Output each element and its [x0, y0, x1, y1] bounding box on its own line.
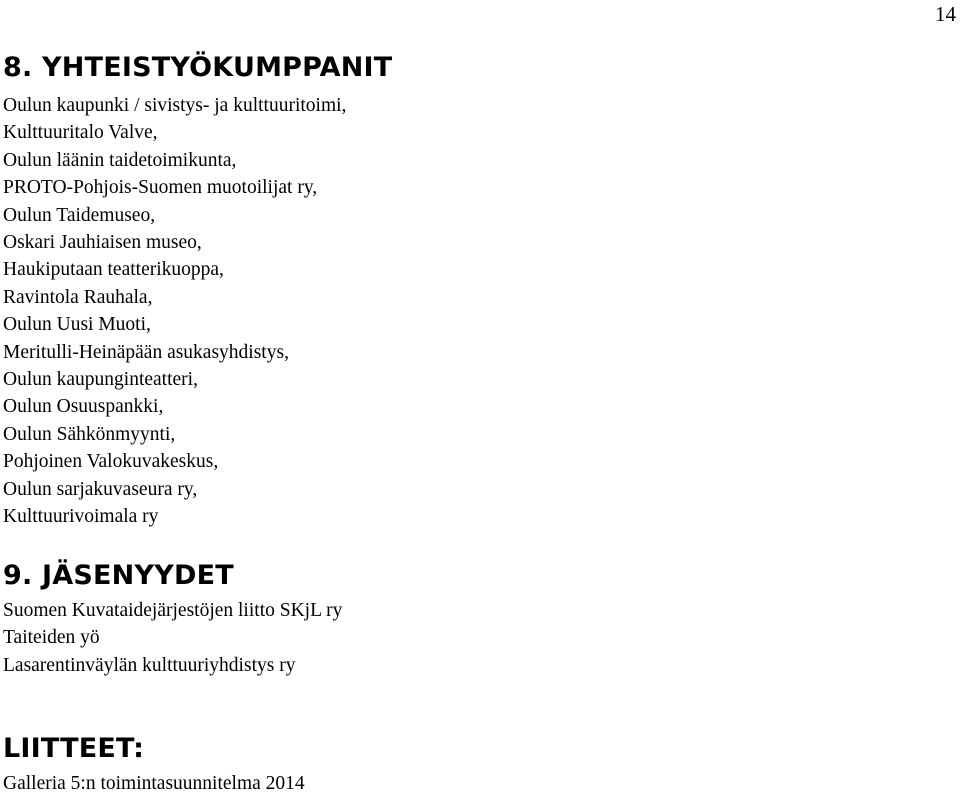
partner-item: Oskari Jauhiaisen museo,	[3, 232, 202, 254]
partner-item: PROTO-Pohjois-Suomen muotoilijat ry,	[3, 177, 318, 199]
partner-item: Oulun sarjakuvaseura ry,	[3, 478, 198, 500]
partner-item: Oulun Taidemuseo,	[3, 204, 156, 226]
partners-heading: 8. YHTEISTYÖKUMPPANIT	[3, 52, 393, 83]
partner-item: Ravintola Rauhala,	[3, 286, 153, 308]
partner-item: Oulun Sähkönmyynti,	[3, 423, 176, 445]
partner-item: Haukiputaan teatterikuoppa,	[3, 259, 224, 281]
attachment-item: Galleria 5:n toimintasuunnitelma 2014	[3, 773, 305, 794]
partner-item: Kulttuuritalo Valve,	[3, 122, 158, 144]
partner-item: Oulun kaupunginteatteri,	[3, 369, 198, 391]
partner-item: Oulun Osuuspankki,	[3, 396, 164, 418]
attachments-heading: LIITTEET:	[3, 733, 145, 764]
partner-item: Pohjoinen Valokuvakeskus,	[3, 451, 219, 473]
partner-item: Meritulli-Heinäpään asukasyhdistys,	[3, 341, 289, 363]
memberships-list	[3, 597, 342, 679]
attachments-list	[3, 770, 305, 797]
membership-item: Taiteiden yö	[3, 627, 100, 649]
membership-item: Lasarentinväylän kulttuuriyhdistys ry	[3, 654, 296, 676]
partners-list	[3, 92, 346, 531]
partner-item: Oulun kaupunki / sivistys- ja kulttuuritoimi,	[3, 95, 347, 116]
memberships-heading: 9. JÄSENYYDET	[3, 560, 234, 591]
partner-item: Kulttuurivoimala ry	[3, 506, 159, 528]
page-number: 14	[935, 2, 956, 26]
membership-item: Suomen Kuvataidejärjestöjen liitto SKjL ry	[3, 600, 343, 621]
partner-item: Oulun läänin taidetoimikunta,	[3, 149, 237, 171]
partner-item: Oulun Uusi Muoti,	[3, 314, 151, 336]
